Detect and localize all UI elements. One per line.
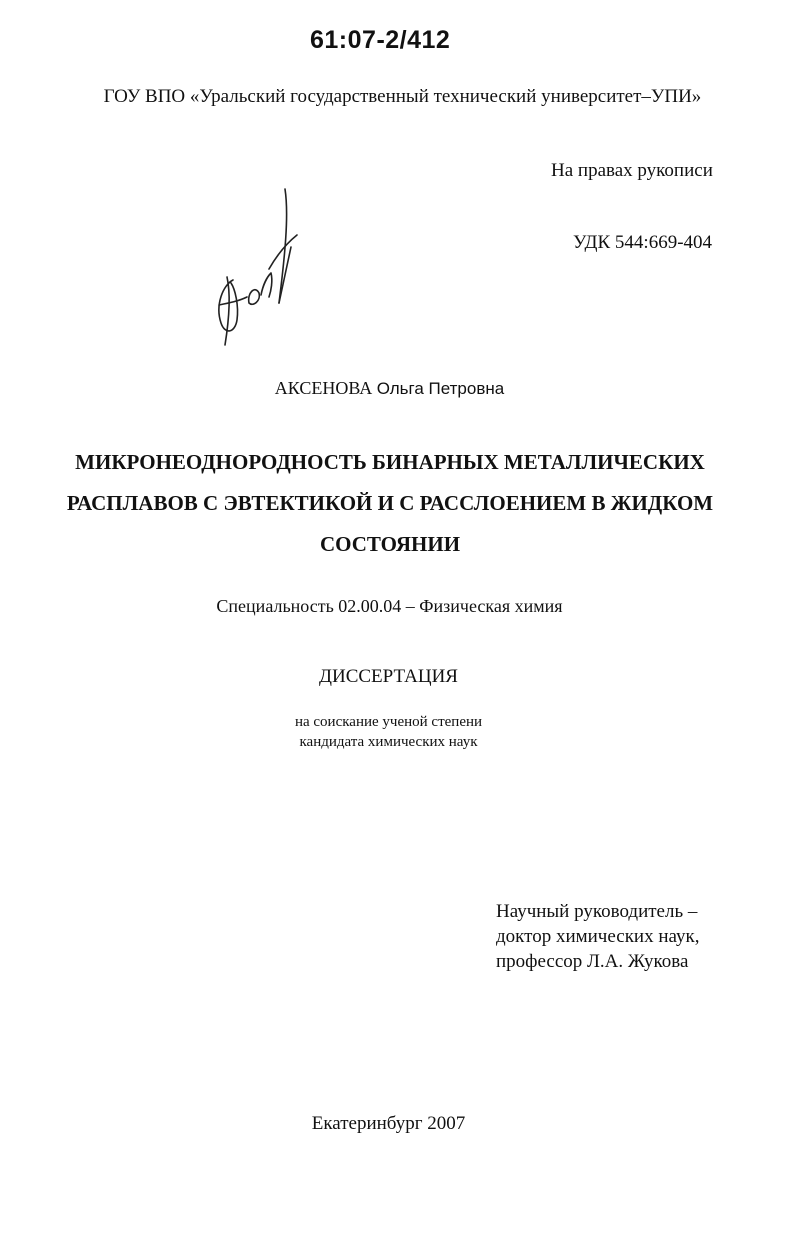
manuscript-rights-note: На правах рукописи — [551, 160, 713, 181]
title-line: РАСПЛАВОВ С ЭВТЕКТИКОЙ И С РАССЛОЕНИЕМ В ЖИДКОМ — [66, 491, 714, 515]
supervisor-line: Научный руководитель – — [496, 901, 698, 922]
degree-line: на соискание ученой степени — [294, 714, 483, 730]
scientific-supervisor — [496, 899, 699, 974]
document-type: ДИССЕРТАЦИЯ — [319, 666, 458, 687]
title-line: СОСТОЯНИИ — [319, 532, 461, 556]
degree-description — [0, 712, 799, 752]
supervisor-line: профессор Л.А. Жукова — [496, 951, 689, 972]
dissertation-title — [60, 442, 720, 565]
university-name: ГОУ ВПО «Уральский государственный технический университет–УПИ» — [103, 86, 702, 107]
catalog-number: 61:07-2/412 — [310, 26, 451, 54]
supervisor-line: доктор химических наук, — [496, 926, 700, 947]
title-line: МИКРОНЕОДНОРОДНОСТЬ БИНАРНЫХ МЕТАЛЛИЧЕСКИХ — [75, 450, 705, 474]
author-name — [0, 378, 799, 399]
author-surname: АКСЕНОВА — [274, 378, 373, 398]
degree-line: кандидата химических наук — [299, 734, 478, 750]
city-year: Екатеринбург 2007 — [311, 1113, 466, 1134]
author-given-names: Ольга Петровна — [376, 379, 505, 398]
specialty: Специальность 02.00.04 – Физическая химия — [216, 596, 563, 616]
handwritten-signature-icon — [205, 185, 315, 355]
udk-code: УДК 544:669-404 — [573, 232, 713, 253]
